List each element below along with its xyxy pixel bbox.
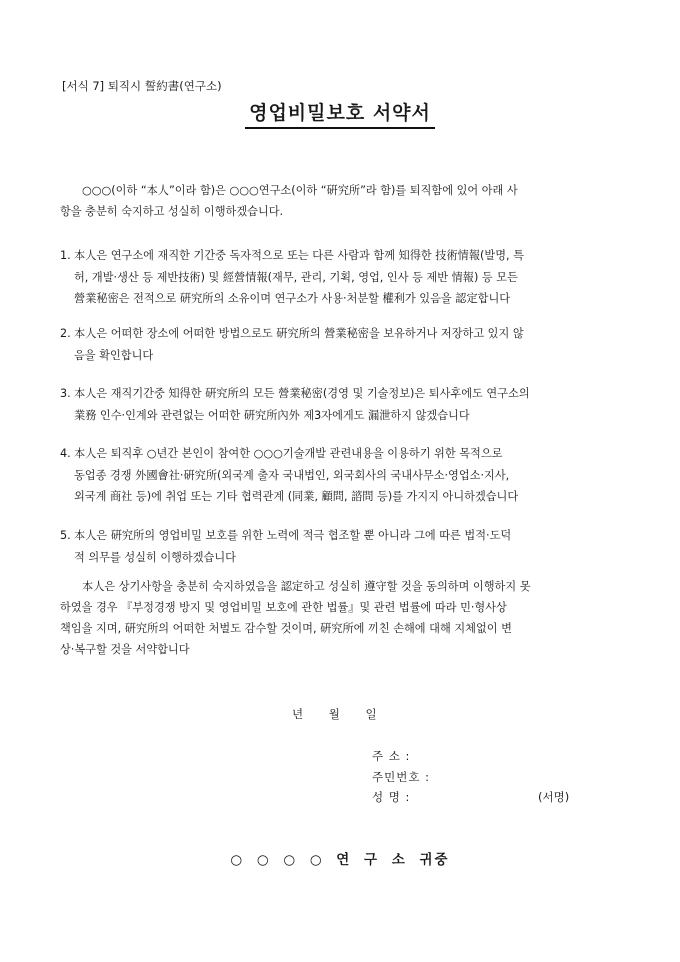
date-line: 년 월 일 [292,707,377,721]
id-number-label: 주민번호 : [372,770,430,784]
clause-3 [60,383,626,426]
address-row [372,748,438,764]
clause-1 [60,245,626,310]
document-title [0,98,680,125]
title-text: 영업비밀보호 서약서 [245,102,435,129]
clause-line: 本人은 퇴직후 ○년간 본인이 참여한 ○○○기술개발 관련내용을 이용하기 위한 목적으로 [74,447,503,460]
id-number-row [372,769,438,785]
clause-number: 2. [60,327,71,340]
closing-line: 책임을 지며, 硏究所의 어떠한 처벌도 감수할 것이며, 硏究所에 끼친 손해에 대해 지체없이 변 [60,622,512,635]
closing-line: 하였을 경우 『부정경쟁 방지 및 영업비밀 보호에 관한 법률』및 관련 법률에 따라 민·형사상 [60,601,507,614]
clause-number: 1. [60,249,71,262]
clause-line: 외국계 商社 등)에 취업 또는 기타 협력관계 (同業, 顧問, 諮問 등)를 가지지 아니하겠습니다 [74,490,519,503]
intro-line: ○○○(이하 “本人”이라 함)은 ○○○연구소(이하 “硏究所”라 함)를 퇴직함에 있어 아래 사 [82,184,518,197]
name-row [372,789,438,805]
clause-number: 4. [60,447,71,460]
form-label: [서식 7] 퇴직시 誓約書(연구소) [62,79,222,93]
clause-line: 營業秘密은 전적으로 硏究所의 소유이며 연구소가 사용·처분할 權利가 있음을 認定합니다 [74,292,511,305]
intro-line: 항을 충분히 숙지하고 성실히 이행하겠습니다. [60,205,284,218]
clause-line: 음을 확인합니다 [74,348,154,362]
name-label: 성 명 : [372,790,411,804]
clause-line: 本人은 硏究所의 영업비밀 보호를 위한 노력에 적극 협조할 뿐 아니라 그에 따른 법적·도덕 [74,529,512,542]
clause-4 [60,443,626,508]
clause-line: 동업종 경쟁 外國會社·硏究所(외국계 출자 국내법인, 외국회사의 국내사무소·영업소·지사, [74,468,510,482]
clause-2 [60,323,626,366]
clause-line: 本人은 연구소에 재직한 기간중 독자적으로 또는 다른 사람과 함께 知得한 技術情報(발명, 특 [74,249,524,262]
clause-line: 本人은 어떠한 장소에 어떠한 방법으로도 硏究所의 營業秘密을 보유하거나 저장하고 있지 않 [74,327,524,340]
address-label: 주 소 : [372,749,411,763]
addressee: ○ ○ ○ ○ 연 구 소 귀중 [230,852,450,868]
clause-line: 本人은 재직기간중 知得한 硏究所의 모든 營業秘密(경영 및 기술정보)은 퇴사후에도 연구소의 [74,387,530,400]
closing-paragraph [60,576,622,660]
closing-line: 상·복구할 것을 서약합니다 [60,643,190,656]
clause-number: 3. [60,387,71,400]
intro-paragraph [60,180,622,222]
clause-number: 5. [60,529,71,542]
signature-mark: (서명) [538,790,570,804]
closing-line: 本人은 상기사항을 충분히 숙지하였음을 認定하고 성실히 遵守할 것을 동의하며 이행하지 못 [82,580,531,593]
clause-line: 적 의무를 성실히 이행하겠습니다 [74,550,236,564]
clause-5 [60,525,626,568]
clause-line: 業務 인수·인계와 관련없는 어떠한 硏究所內外 제3자에게도 漏泄하지 않겠습니다 [74,408,470,422]
clause-line: 허, 개발·생산 등 제반技術) 및 經營情報(재무, 관리, 기획, 영업, 인사 등 제반 情報) 등 모든 [74,270,518,284]
